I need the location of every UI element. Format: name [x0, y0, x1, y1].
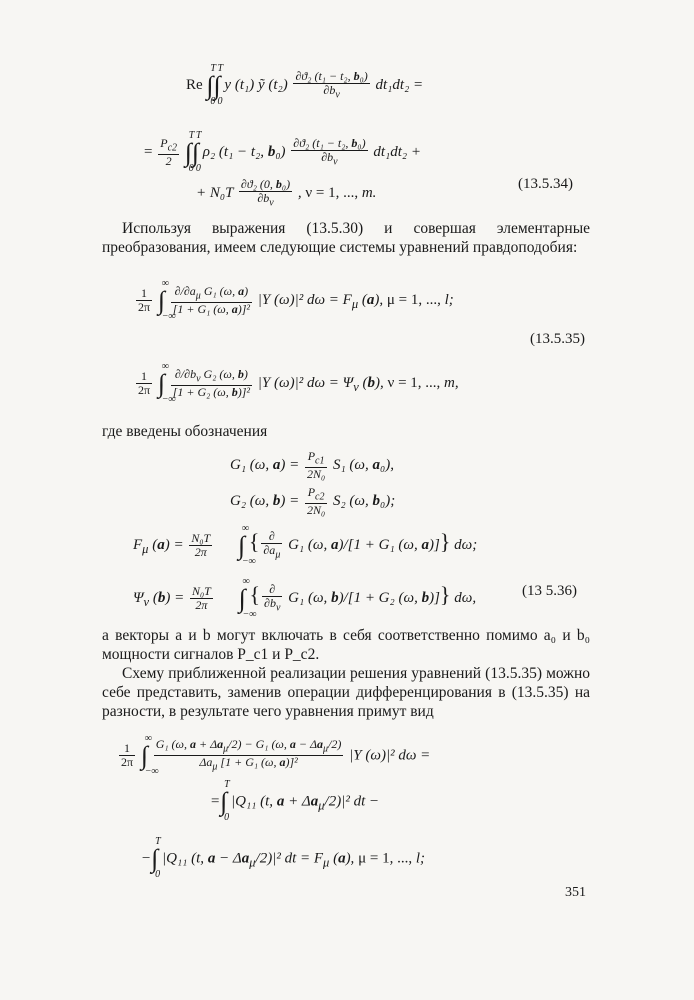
- paragraph-2: где введены обозначения: [102, 423, 268, 440]
- definition-f: $F_\mu$ (a) = $\frac{\text{N₀T}}{2\pi}$ ∫ ∞ −∞ { $\frac{\partial}{\partial a_\mu}$ G₁ (ω, a)/[1 + G₁ (ω, a)]} dω;: [133, 522, 478, 567]
- equation-13-5-34-line-1: Re ∫ T 0 ∫ T 0 y (t₁) ỹ (t₂) $\frac{\text{∂ϑ₂ (t₁ − t₂, b₀)}}{\partial b_\nu}$ dt₁dt₂ =: [186, 62, 424, 107]
- definition-psi: $\Psi_\nu$ (b) = $\frac{\text{N₀T}}{2\pi}$ ∫ ∞ −∞ { $\frac{\partial}{\partial b_\nu}$ G₁ (ω, b)/[1 + G₂ (ω, b)]} dω,: [133, 575, 477, 620]
- paragraph-1: Используя выражения (13.5.30) и совершая элементарные преобразования, имеем следующие системы уравнений правдоподобия:: [102, 220, 590, 256]
- equation-final-line-3: −∫ T 0 |Q₁₁ (t, $a - \Delta a_\mu/2)|^2$ dt = $F_\mu$ (a), μ = 1, ..., l;: [141, 836, 425, 880]
- equation-number-13-5-36: (13 5.36): [522, 583, 577, 599]
- page-number: 351: [565, 885, 586, 900]
- equation-number-13-5-35: (13.5.35): [530, 331, 585, 347]
- equation-13-5-35-line-1: $\frac{1}{2\pi}$ ∫ ∞ −∞ $\frac{\partial/\partial a_\mu G_1 (\omega, a)}{\text{[1 + G₁ (ω, a)]²}}$ |Y (ω)|² $d\omega = F_\mu$ (a), μ = 1, ..., l;: [138, 277, 454, 322]
- equation-final-line-2: =∫ T 0 |Q₁₁ (t, $a + \Delta a_\mu/2)|^2$ dt −: [210, 779, 380, 823]
- equation-13-5-34-line-2: = $\frac{P_{c2}}{2}$ ∫ T 0 ∫ T 0 ρ₂ (t₁ − t₂, b₀) $\frac{\text{∂ϑ₂ (t₁ − t₂, b₀)}}{\partial b_\nu}$ dt₁dt₂ +: [144, 129, 421, 174]
- definition-g2: G₂ (ω, b) = $\frac{P_{c2}}{\text{2N₀}}$ S₂ (ω, b₀);: [230, 485, 396, 518]
- definition-g1: G₁ (ω, a) = $\frac{P_{c1}}{\text{2N₀}}$ S₁ (ω, a₀),: [230, 449, 394, 482]
- paragraph-4: Схему приближенной реализации решения уравнений (13.5.35) можно себе представить, заменив операции дифференцирования в (13.5.35) на разности, в результате чего уравнения примут вид: [102, 665, 590, 720]
- equation-number-13-5-34: (13.5.34): [518, 176, 573, 192]
- equation-13-5-35-line-2: $\frac{1}{2\pi}$ ∫ ∞ −∞ $\frac{\partial/\partial b_\nu G_2 (\omega, b)}{\text{[1 + G₂ (ω, b)]²}}$ |Y (ω)|² $d\omega = \Psi_\nu$ (b), ν = 1, ..., m,: [138, 360, 459, 405]
- paragraph-3: а векторы a и b могут включать в себя соответственно помимо a₀ и b₀ мощности сигналов P_c1 и P_c2.: [102, 627, 590, 663]
- equation-13-5-34-line-3: + N₀T $\frac{\text{∂ϑ₂ (0, b₀)}}{\partial b_\nu}$ , ν = 1, ..., m.: [196, 177, 377, 209]
- equation-final-line-1: $\frac{1}{2\pi}$ ∫ ∞ −∞ $\frac{G_1 (\omega, a + \Delta a_\mu/2) - G_1 (\omega, a - \Delta a_\mu/2)}{\Delta a_\mu [1 + G_1 (\omega, a)]^2}$ |Y (ω)|² dω =: [121, 732, 431, 777]
